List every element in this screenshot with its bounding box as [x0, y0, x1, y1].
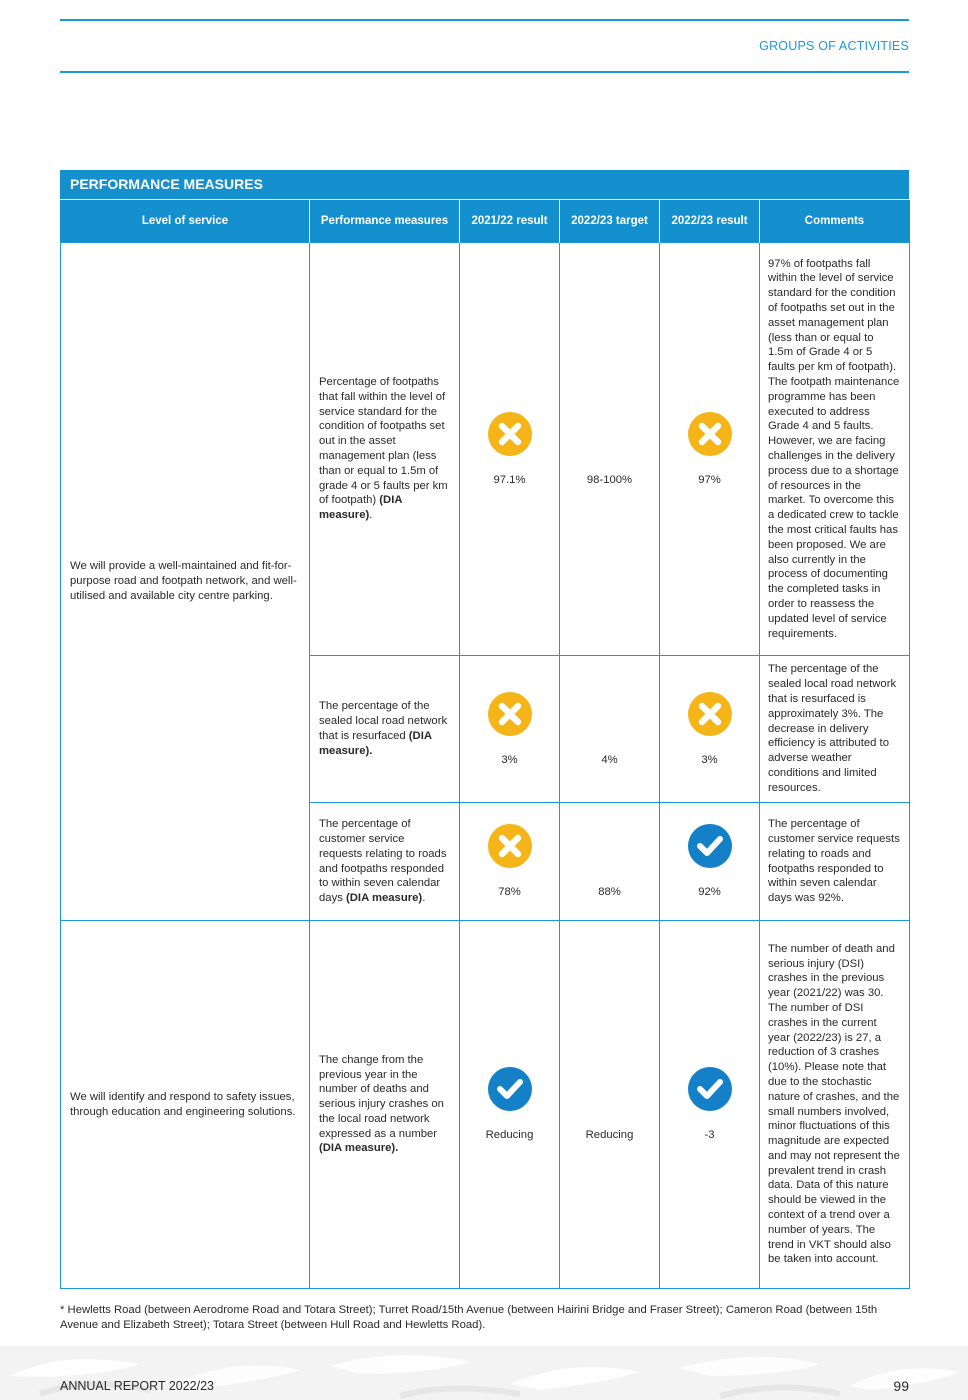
target-value: 88%: [598, 886, 621, 899]
footnote: * Hewletts Road (between Aerodrome Road and Totara Street); Turret Road/15th Avenue (between Hairini Bridge and Fraser Street); Cameron Road (between 15th Avenue and Elizabeth Street); Totara Street (between Hull Road and Hewletts Road).: [60, 1304, 878, 1331]
comment-cell: The number of death and serious injury (DSI) crashes in the previous year (2021/22) was 30. The number of DSI crashes in the current year (2022/23) is 27, a reduction of 3 crashes (10%). Please note that due to the stochastic nature of crashes, and the small numbers involved, minor fluctuations of this magnitude are expected and may not represent the prevalent trend in crash data. Data of this nature should be viewed in the context of a trend over a number of years. The trend in VKT should also be taken into account.: [760, 921, 910, 1289]
col-header-comments: Comments: [760, 200, 910, 243]
result-2022-cell: [660, 656, 760, 803]
page-number: 99: [893, 1378, 909, 1394]
measure-bold-text: (DIA measure).: [319, 730, 432, 757]
table-row: [61, 243, 910, 656]
measure-text: Percentage of footpaths that fall within the level of service standard for the condition of footpaths set out in the asset management plan (less than or equal to 1.5m of grade 4 or 5 faults per km of footpath): [319, 376, 448, 507]
result-2021-cell: [460, 656, 560, 803]
performance-measure-cell: [310, 803, 460, 921]
target-value: 98-100%: [586, 473, 633, 486]
measure-text: The change from the previous year in the number of deaths and serious injury crashes on the local road network expressed as a number: [319, 1053, 444, 1140]
achieved-icon: [487, 1066, 533, 1112]
not-achieved-icon: [487, 823, 533, 869]
performance-measure-cell: [310, 243, 460, 656]
table-title: PERFORMANCE MEASURES: [60, 170, 909, 200]
level-of-service-cell: We will provide a well-maintained and fit-for-purpose road and footpath network, and well-utilised and available city centre parking.: [61, 243, 310, 921]
measures-table: [60, 200, 910, 1289]
col-header-2022-result: 2022/23 result: [660, 200, 760, 243]
col-header-2022-target: 2022/23 target: [560, 200, 660, 243]
measure-bold-text: (DIA measure): [319, 494, 403, 522]
result-2021-cell: [460, 243, 560, 656]
not-achieved-icon: [687, 691, 733, 737]
col-header-2021-result: 2021/22 result: [460, 200, 560, 243]
result-2021-cell: [460, 803, 560, 921]
comment-cell: The percentage of customer service requests relating to roads and footpaths responded to within seven calendar days was 92%.: [760, 803, 910, 921]
measure-tail-text: .: [422, 892, 426, 905]
result-value: 97.1%: [493, 473, 526, 486]
not-achieved-icon: [487, 691, 533, 737]
result-value: 92%: [698, 886, 721, 899]
col-header-level-of-service: Level of service: [61, 200, 310, 243]
not-achieved-icon: [487, 411, 533, 457]
performance-measure-cell: [310, 921, 460, 1289]
result-2022-cell: [660, 243, 760, 656]
header-rule: [60, 71, 909, 73]
target-2022-cell: [560, 921, 660, 1289]
target-2022-cell: [560, 243, 660, 656]
result-value: 78%: [498, 886, 521, 899]
target-2022-cell: [560, 656, 660, 803]
section-label: GROUPS OF ACTIVITIES: [759, 39, 909, 53]
target-value: Reducing: [585, 1129, 634, 1142]
comment-cell: 97% of footpaths fall within the level of service standard for the condition of footpaths set out in the asset management plan (less than or equal to 1.5m of Grade 4 or 5 faults per km of footpath). The footpath maintenance programme has been executed to address Grade 4 and 5 faults. However, we are facing challenges in the delivery process due to a shortage of resources in the market. To overcome this a dedicated crew to tackle the most critical faults has been proposed. We are also currently in the process of documenting the completed tasks in order to reassess the updated level of service requirements.: [760, 243, 910, 656]
comment-cell: The percentage of the sealed local road network that is resurfaced is approximately 3%. The decrease in delivery efficiency is attributed to adverse weather conditions and limited resources.: [760, 656, 910, 803]
report-title: ANNUAL REPORT 2022/23: [60, 1379, 215, 1393]
result-2022-cell: [660, 803, 760, 921]
measure-bold-text: (DIA measure).: [319, 1142, 399, 1155]
top-rule: [60, 19, 909, 21]
result-value: -3: [704, 1129, 715, 1142]
not-achieved-icon: [687, 411, 733, 457]
measure-text: The percentage of the sealed local road network that is resurfaced: [319, 700, 448, 742]
result-value: Reducing: [485, 1129, 534, 1142]
result-value: 3%: [501, 753, 518, 766]
result-value: 3%: [701, 753, 718, 766]
measure-text: The percentage of customer service requests relating to roads and footpaths responded to within seven calendar days: [319, 818, 447, 905]
result-2022-cell: [660, 921, 760, 1289]
achieved-icon: [687, 823, 733, 869]
result-2021-cell: [460, 921, 560, 1289]
table-row: [61, 921, 910, 1289]
measure-tail-text: .: [369, 509, 373, 522]
performance-table: [60, 170, 909, 1289]
measure-bold-text: (DIA measure): [346, 892, 423, 905]
level-of-service-cell: We will identify and respond to safety issues, through education and engineering solutions.: [61, 921, 310, 1289]
result-value: 97%: [698, 473, 721, 486]
target-value: 4%: [601, 753, 618, 766]
achieved-icon: [687, 1066, 733, 1112]
target-2022-cell: [560, 803, 660, 921]
performance-measure-cell: [310, 656, 460, 803]
header-row: [61, 200, 910, 243]
col-header-performance-measures: Performance measures: [310, 200, 460, 243]
